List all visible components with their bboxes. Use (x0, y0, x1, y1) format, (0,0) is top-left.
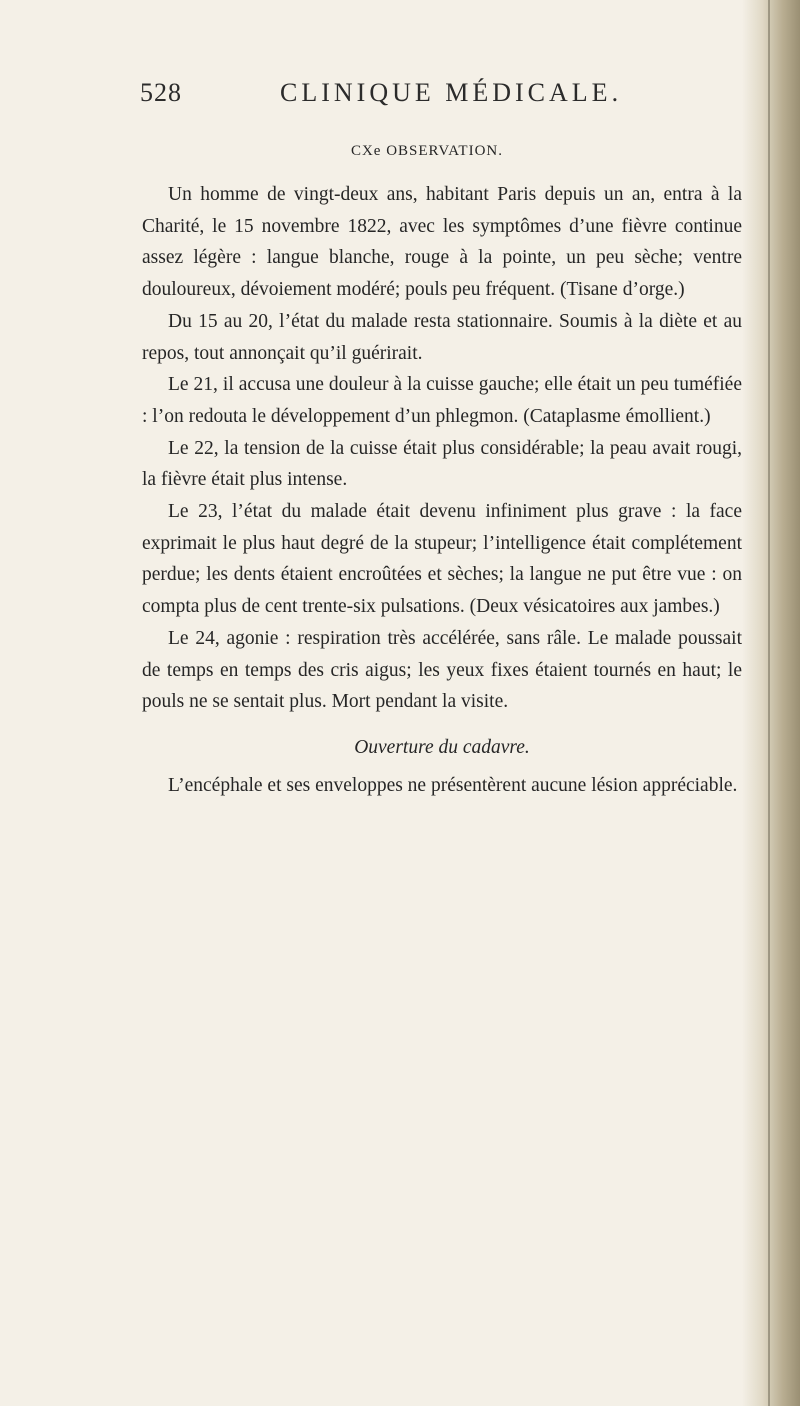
section-heading: Ouverture du cadavre. (354, 736, 530, 758)
page-header (140, 78, 720, 118)
page-edge-shadow (742, 0, 800, 1406)
final-paragraph: L’encéphale et ses enveloppes ne présentèrent aucune lésion appréciable. (168, 774, 738, 796)
observation-title: CXe OBSERVATION. (350, 143, 504, 159)
page-number: 528 (140, 78, 182, 107)
paragraph-5: Le 23, l’état du malade était devenu infiniment plus grave : la face exprimait le plus haut degré de la stupeur; l’intelligence était complétement perdue; les dents étaient encroûtées et sèches; la langue ne put être vue : on compta plus de cent trente-six pulsations. (Deux vésicatoires aux jambes.) (142, 501, 742, 618)
running-head: CLINIQUE MÉDICALE. (280, 78, 623, 107)
paragraph-1: Un homme de vingt-deux ans, habitant Paris depuis un an, entra à la Charité, le 15 novembre 1822, avec les symptômes d’une fièvre continue assez légère : langue blanche, rouge à la pointe, un peu sèche; ventre douloureux, dévoiement modéré; pouls peu fréquent. (Tisane d’orge.) (142, 184, 742, 301)
observation-text (142, 140, 742, 801)
paragraph-4: Le 22, la tension de la cuisse était plus considérable; la peau avait rougi, la fièvre était plus intense. (142, 437, 742, 491)
paragraph-3: Le 21, il accusa une douleur à la cuisse gauche; elle était un peu tuméfiée : l’on redouta le développement d’un phlegmon. (Cataplasme émollient.) (142, 374, 742, 427)
paragraph-2: Du 15 au 20, l’état du malade resta stationnaire. Soumis à la diète et au repos, tout annonçait qu’il guérirait. (142, 310, 742, 364)
paragraph-6: Le 24, agonie : respiration très accélérée, sans râle. Le malade poussait de temps en temps des cris aigus; les yeux fixes étaient tournés en haut; le pouls ne se sentait plus. Mort pendant la visite. (142, 627, 742, 713)
page-edge-line (768, 0, 770, 1406)
